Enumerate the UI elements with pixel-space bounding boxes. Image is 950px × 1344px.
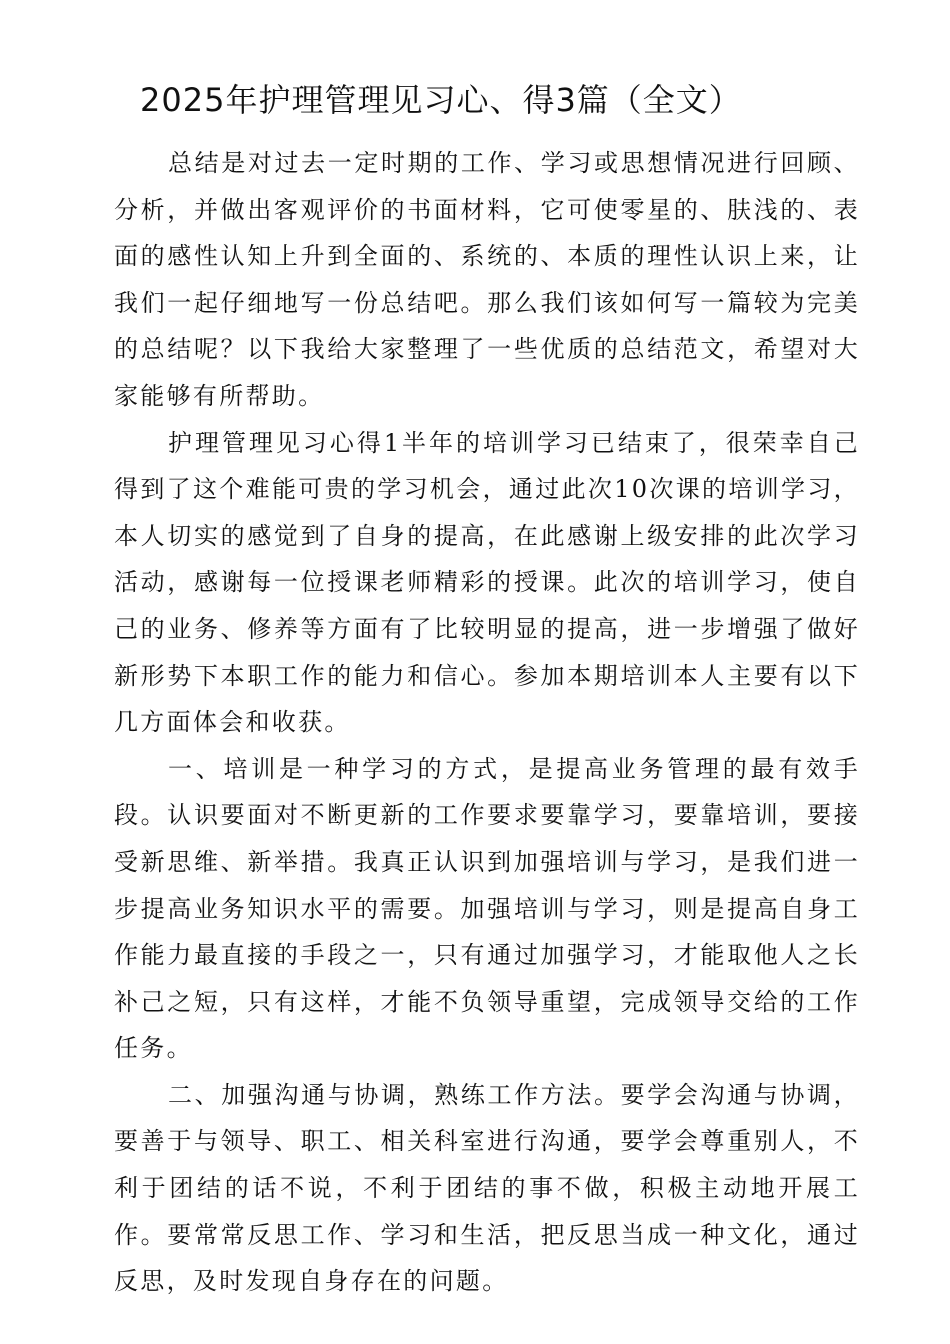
document-title: 2025年护理管理见习心、得3篇（全文） bbox=[140, 81, 742, 119]
document-body bbox=[114, 140, 860, 1305]
paragraph-point-two: 二、加强沟通与协调，熟练工作方法。要学会沟通与协调，要善于与领导、职工、相关科室进行沟通，要学会尊重别人，不利于团结的话不说，不利于团结的事不做，积极主动地开展工作。要常常反思工作、学习和生活，把反思当成一种文化，通过反思，及时发现自身存在的问题。 bbox=[114, 1080, 860, 1296]
paragraph-intro: 总结是对过去一定时期的工作、学习或思想情况进行回顾、分析，并做出客观评价的书面材料，它可使零星的、肤浅的、表面的感性认知上升到全面的、系统的、本质的理性认识上来，让我们一起仔细地写一份总结吧。那么我们该如何写一篇较为完美的总结呢？以下我给大家整理了一些优质的总结范文，希望对大家能够有所帮助。 bbox=[114, 149, 860, 410]
paragraph-training-summary: 护理管理见习心得1半年的培训学习已结束了，很荣幸自己得到了这个难能可贵的学习机会，通过此次10次课的培训学习，本人切实的感觉到了自身的提高，在此感谢上级安排的此次学习活动，感谢每一位授课老师精彩的授课。此次的培训学习，使自己的业务、修养等方面有了比较明显的提高，进一步增强了做好新形势下本职工作的能力和信心。参加本期培训本人主要有以下几方面体会和收获。 bbox=[114, 428, 860, 737]
paragraph-point-one: 一、培训是一种学习的方式，是提高业务管理的最有效手段。认识要面对不断更新的工作要求要靠学习，要靠培训，要接受新思维、新举措。我真正认识到加强培训与学习，是我们进一步提高业务知识水平的需要。加强培训与学习，则是提高自身工作能力最直接的手段之一，只有通过加强学习，才能取他人之长补己之短，只有这样，才能不负领导重望，完成领导交给的工作任务。 bbox=[114, 754, 860, 1063]
